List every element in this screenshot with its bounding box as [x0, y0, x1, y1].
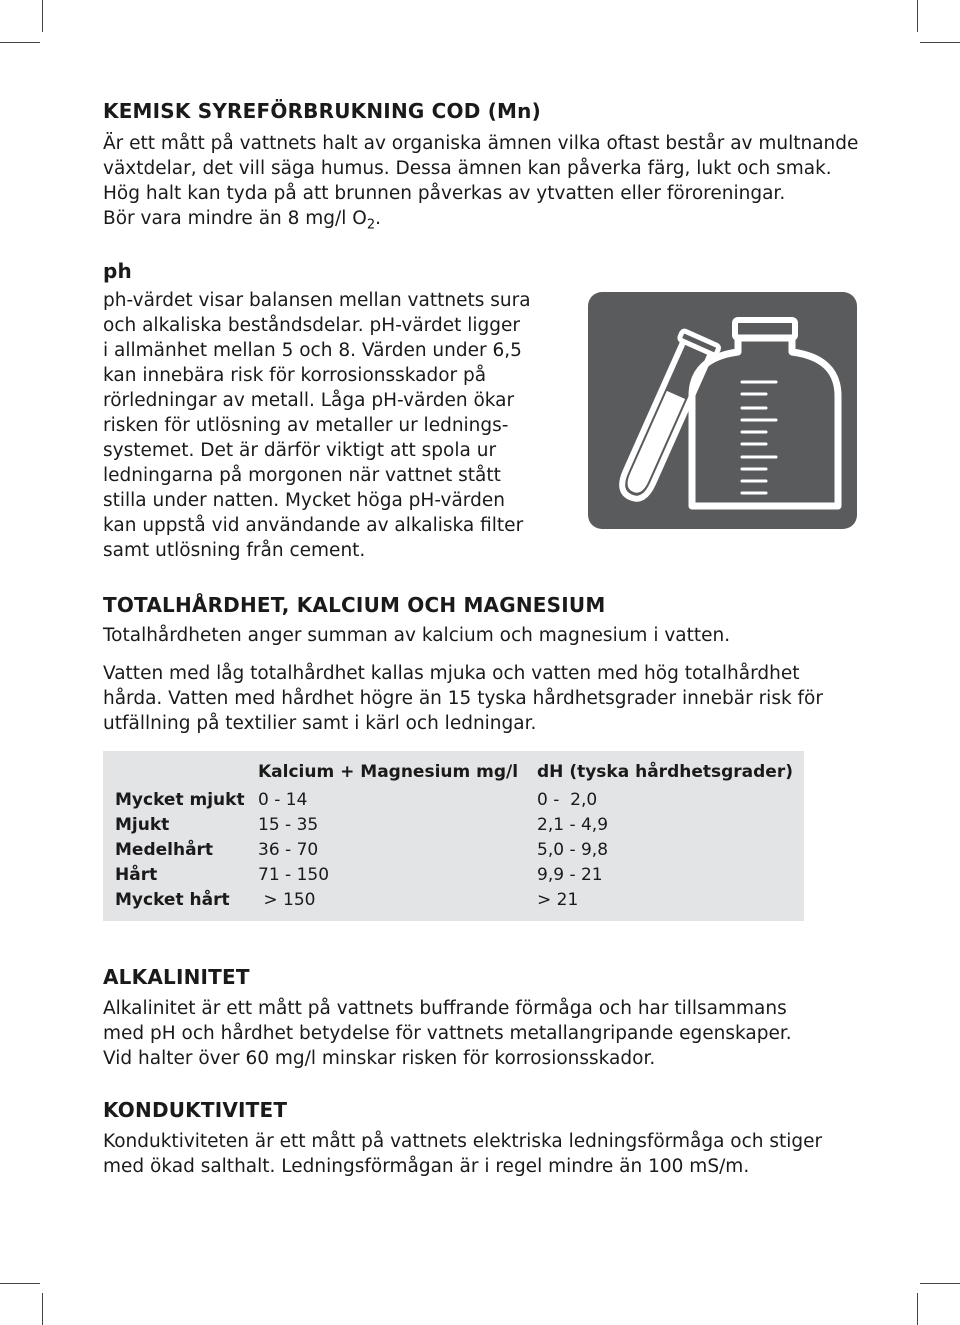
hardness-heading: TOTALHÅRDHET, KALCIUM OCH MAGNESIUM	[103, 593, 606, 617]
ph-line: kan uppstå vid användande av alkaliska filter	[103, 515, 524, 536]
ph-line: ledningarna på morgonen när vattnet stått	[103, 465, 501, 486]
table-cell-dh: 9,9 - 21	[537, 865, 603, 885]
table-header-mg: Kalcium + Magnesium mg/l	[258, 762, 519, 782]
table-cell-mg: 15 - 35	[258, 815, 319, 835]
table-cell-dh: 0 - 2,0	[537, 790, 598, 810]
alkalinity-line: Alkalinitet är ett mått på vattnets buffrande förmåga och har tillsammans	[103, 998, 787, 1019]
ph-line: risken för utlösning av metaller ur lednings-	[103, 415, 509, 436]
table-row-label: Hårt	[115, 865, 158, 885]
table-cell-dh: 5,0 - 9,8	[537, 840, 609, 860]
table-row-label: Medelhårt	[115, 840, 214, 860]
cod-limit-text: Bör vara mindre än 8 mg/l O	[103, 208, 367, 229]
crop-mark	[42, 1293, 43, 1325]
ph-line: systemet. Det är därför viktigt att spola ur	[103, 440, 497, 461]
table-cell-mg: 0 - 14	[258, 790, 308, 810]
ph-line: ph-värdet visar balansen mellan vattnets sura	[103, 290, 531, 311]
ph-line: samt utlösning från cement.	[103, 540, 366, 561]
hardness-line: Vatten med låg totalhårdhet kallas mjuka och vatten med hög totalhårdhet	[103, 663, 800, 684]
hardness-intro	[103, 623, 730, 648]
cod-line: Hög halt kan tyda på att brunnen påverkas av ytvatten eller föroreningar.	[103, 183, 786, 204]
table-cell-mg: 36 - 70	[258, 840, 319, 860]
table-row-label: Mjukt	[115, 815, 170, 835]
crop-mark	[917, 1293, 918, 1325]
cod-line: Är ett mått på vattnets halt av organiska ämnen vilka oftast består av multnande	[103, 133, 859, 154]
conductivity-line: med ökad salthalt. Ledningsförmågan är i regel mindre än 100 mS/m.	[103, 1156, 750, 1177]
cod-limit-end: .	[375, 208, 382, 229]
crop-mark	[42, 0, 43, 32]
conductivity-heading: KONDUKTIVITET	[103, 1098, 288, 1122]
cod-line-limit	[103, 206, 858, 238]
hardness-line: hårda. Vatten med hårdhet högre än 15 tyska hårdhetsgrader innebär risk för	[103, 688, 823, 709]
alkalinity-line: Vid halter över 60 mg/l minskar risken för korrosionsskador.	[103, 1048, 656, 1069]
cod-paragraph	[103, 131, 858, 238]
conductivity-line: Konduktiviteten är ett mått på vattnets elektriska ledningsförmåga och stiger	[103, 1131, 823, 1152]
table-header-dh: dH (tyska hårdhetsgrader)	[537, 762, 793, 782]
crop-mark	[920, 42, 960, 43]
test-tube-and-bottle-icon	[588, 292, 857, 529]
crop-mark	[0, 1283, 40, 1284]
oxygen-subscript: 2	[366, 217, 376, 233]
cod-heading: KEMISK SYREFÖRBRUKNING COD (Mn)	[103, 99, 541, 123]
table-cell-dh: 2,1 - 4,9	[537, 815, 609, 835]
alkalinity-paragraph	[103, 996, 792, 1071]
hardness-line: utfällning på textilier samt i kärl och ledningar.	[103, 713, 537, 734]
ph-line: i allmänhet mellan 5 och 8. Värden under 6,5	[103, 340, 522, 361]
table-row-label: Mycket mjukt	[115, 790, 245, 810]
alkalinity-heading: ALKALINITET	[103, 965, 250, 989]
ph-line: rörledningar av metall. Låga pH-värden ökar	[103, 390, 515, 411]
table-cell-mg: 71 - 150	[258, 865, 330, 885]
cod-line: växtdelar, det vill säga humus. Dessa ämnen kan påverka färg, lukt och smak.	[103, 158, 832, 179]
hardness-paragraph	[103, 661, 823, 736]
crop-mark	[0, 42, 40, 43]
ph-heading: ph	[103, 259, 132, 283]
alkalinity-line: med pH och hårdhet betydelse för vattnets metallangripande egenskaper.	[103, 1023, 792, 1044]
table-row-label: Mycket hårt	[115, 890, 230, 910]
table-cell-dh: > 21	[537, 890, 579, 910]
crop-mark	[920, 1283, 960, 1284]
table-cell-mg: > 150	[258, 890, 316, 910]
hardness-table	[103, 751, 804, 921]
ph-paragraph	[103, 288, 531, 563]
crop-mark	[917, 0, 918, 32]
ph-line: och alkaliska beståndsdelar. pH-värdet ligger	[103, 315, 520, 336]
hardness-intro-line: Totalhårdheten anger summan av kalcium och magnesium i vatten.	[103, 625, 731, 646]
ph-line: stilla under natten. Mycket höga pH-värden	[103, 490, 505, 511]
ph-line: kan innebära risk för korrosionsskador på	[103, 365, 487, 386]
conductivity-paragraph	[103, 1129, 822, 1179]
